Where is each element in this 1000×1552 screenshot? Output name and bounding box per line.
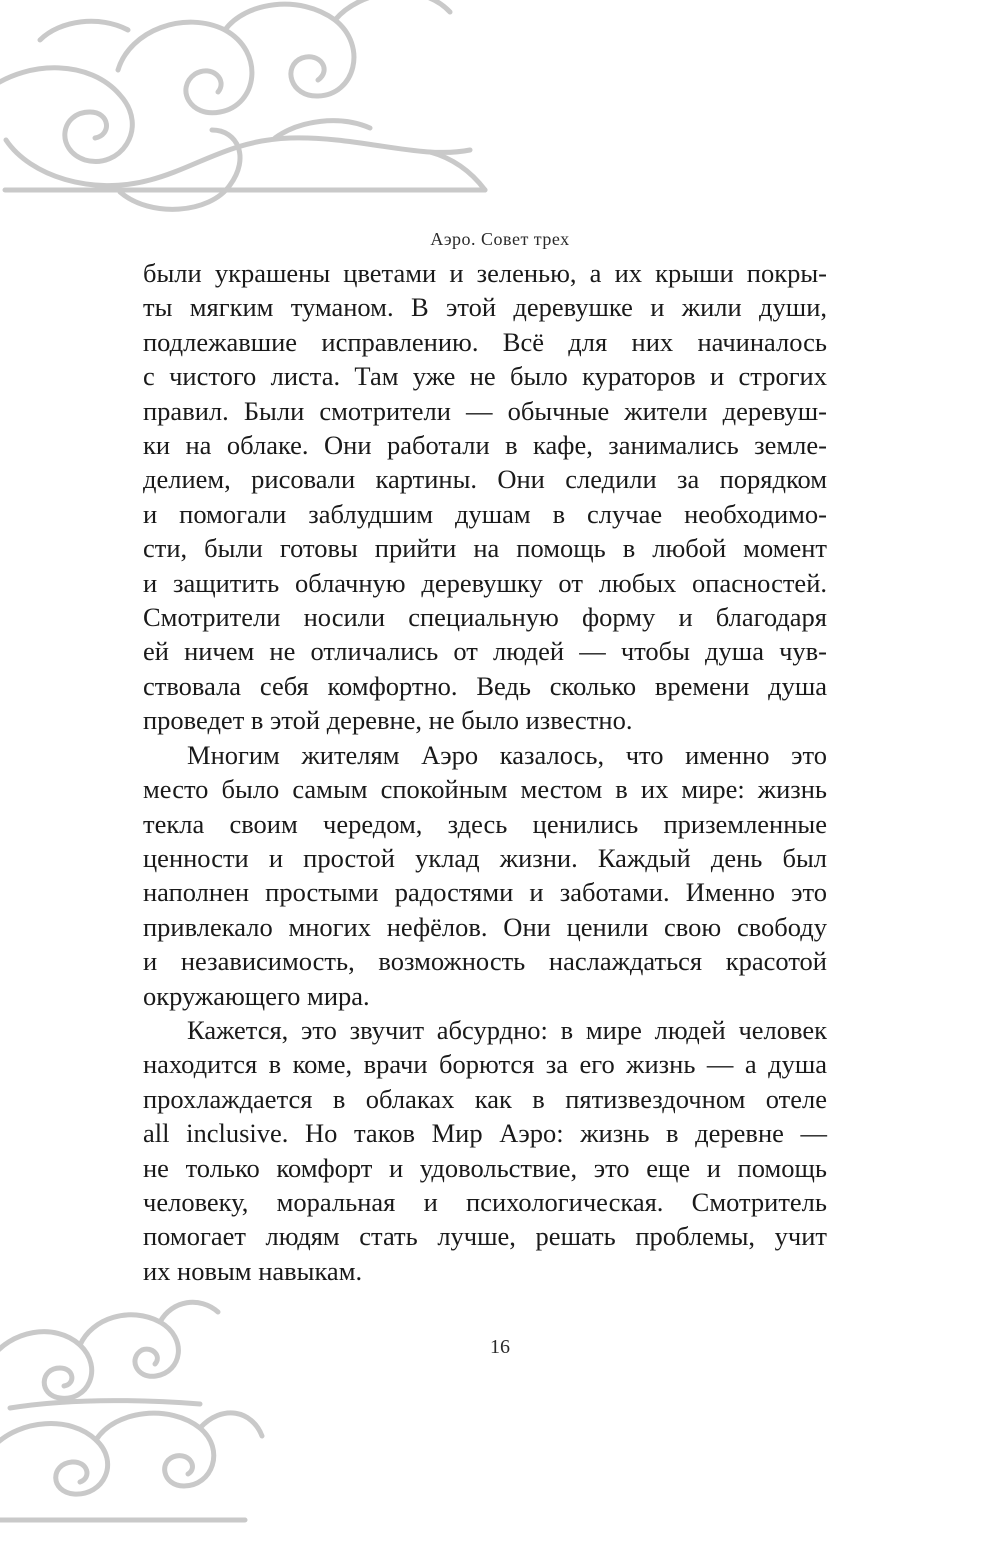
text-line: Кажется, это звучит абсурдно: в мире людей человек (187, 1014, 827, 1045)
text-line: и независимость, возможность наслаждаться красотой (143, 946, 827, 977)
text-line: сти, были готовы прийти на помощь в любой момент (143, 533, 827, 564)
text-line: наполнен простыми радостями и заботами. Именно это (143, 877, 827, 908)
text-line: с чистого листа. Там уже не было кураторов и строгих (143, 361, 827, 392)
text-line: человеку, моральная и психологическая. Смотритель (143, 1186, 827, 1217)
text-line: место было самым спокойным местом в их мире: жизнь (143, 774, 827, 805)
bottom-cloud-ornament (0, 1302, 262, 1520)
text-line: помогает людям стать лучше, решать проблемы, учит (143, 1221, 827, 1252)
text-line: окружающего мира. (143, 980, 370, 1011)
text-line: их новым навыкам. (143, 1255, 363, 1286)
paragraph-1 (143, 256, 827, 738)
text-line: были украшены цветами и зеленью, а их крыши покры- (143, 258, 827, 288)
text-line: Многим жителям Аэро казалось, что именно это (187, 739, 827, 770)
text-line: all inclusive. Но таков Мир Аэро: жизнь в деревне — (143, 1118, 827, 1149)
body-text (143, 256, 827, 1288)
text-line: ки на облаке. Они работали в кафе, занимались земле- (143, 430, 827, 461)
text-line: и защитить облачную деревушку от любых опасностей. (143, 567, 827, 598)
top-cloud-ornament (0, 0, 485, 209)
text-line: ствовала себя комфортно. Ведь сколько времени душа (143, 670, 827, 701)
text-line: проведет в этой деревне, не было известно. (143, 705, 633, 736)
text-line: ей ничем не отличались от людей — чтобы душа чув- (143, 636, 827, 667)
paragraph-2 (143, 738, 827, 1013)
text-line: находится в коме, врачи борются за его жизнь — а душа (143, 1049, 827, 1080)
text-line: текла своим чередом, здесь ценились приземленные (143, 808, 827, 839)
text-line: ты мягким туманом. В этой деревушке и жили души, (143, 292, 827, 323)
paragraph-3 (143, 1013, 827, 1288)
text-line: Смотрители носили специальную форму и благодаря (143, 602, 827, 633)
text-line: и помогали заблудшим душам в случае необходимо- (143, 498, 827, 529)
page-number: 16 (490, 1336, 510, 1358)
text-line: подлежавшие исправлению. Всё для них начиналось (143, 326, 827, 357)
text-line: не только комфорт и удовольствие, это еще и помощь (143, 1152, 827, 1183)
text-line: правил. Были смотрители — обычные жители деревуш- (143, 395, 827, 426)
text-line: прохлаждается в облаках как в пятизвездочном отеле (143, 1083, 827, 1114)
running-header-title: Аэро. Совет трех (430, 229, 570, 249)
text-line: делием, рисовали картины. Они следили за порядком (143, 464, 827, 495)
text-line: привлекало многих нефёлов. Они ценили свою свободу (143, 911, 827, 942)
text-line: ценности и простой уклад жизни. Каждый день был (143, 842, 827, 873)
